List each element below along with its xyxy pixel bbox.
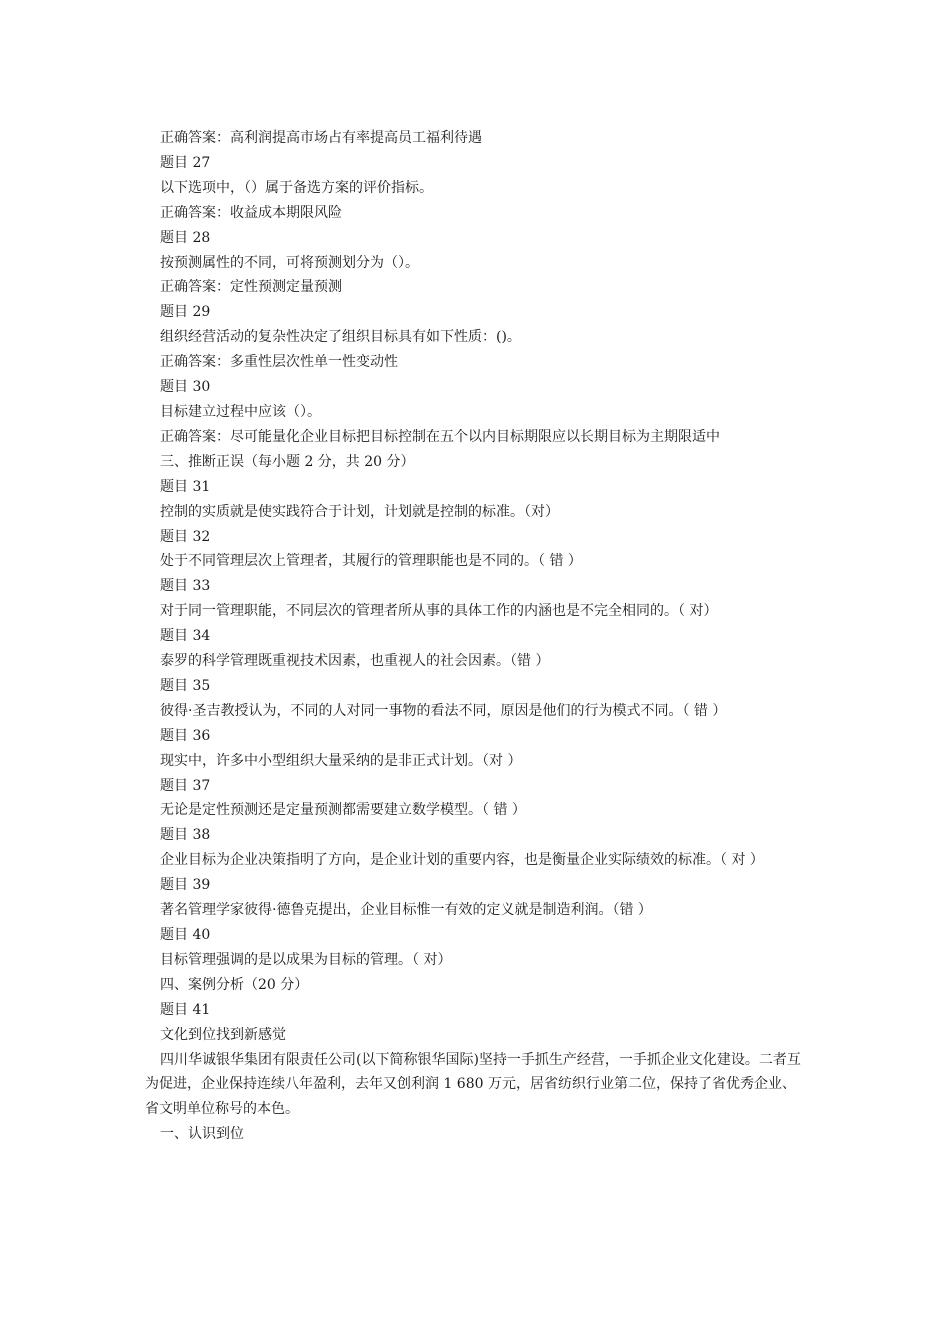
question-text-27: 以下选项中，（）属于备选方案的评价指标。 [160, 179, 433, 196]
document-body [145, 126, 805, 1147]
question-text-34: 泰罗的科学管理既重视技术因素，也重视人的社会因素。（错 ） [160, 653, 550, 670]
question-text-36: 现实中，许多中小型组织大量采纳的是非正式计划。（对 ） [160, 752, 522, 769]
question-number-31: 题目 31 [160, 478, 211, 495]
question-text-28: 按预测属性的不同，可将预测划分为（）。 [160, 254, 419, 271]
question-text-40: 目标管理强调的是以成果为目标的管理。（ 对） [160, 951, 452, 968]
answer-line-30: 正确答案：尽可能量化企业目标把目标控制在五个以内目标期限应以长期目标为主期限适中 [160, 428, 720, 445]
question-text-39: 著名管理学家彼得·德鲁克提出，企业目标惟一有效的定义就是制造利润。（错 ） [160, 902, 652, 919]
question-text-31: 控制的实质就是使实践符合于计划，计划就是控制的标准。（对） [160, 503, 559, 520]
question-text-29: 组织经营活动的复杂性决定了组织目标具有如下性质：()。 [160, 329, 521, 346]
question-text-37: 无论是定性预测还是定量预测都需要建立数学模型。（ 错 ） [160, 802, 526, 819]
answer-line-29: 正确答案：多重性层次性单一性变动性 [160, 354, 398, 371]
question-number-39: 题目 39 [160, 877, 211, 894]
question-number-33: 题目 33 [160, 578, 211, 595]
question-number-28: 题目 28 [160, 229, 211, 246]
question-number-35: 题目 35 [160, 677, 211, 694]
question-number-34: 题目 34 [160, 628, 211, 645]
question-number-32: 题目 32 [160, 528, 211, 545]
question-number-37: 题目 37 [160, 777, 211, 794]
answer-line-28: 正确答案：定性预测定量预测 [160, 279, 342, 296]
question-text-38: 企业目标为企业决策指明了方向，是企业计划的重要内容，也是衡量企业实际绩效的标准。（ 对 ） [160, 852, 764, 869]
question-number-41: 题目 41 [160, 1001, 211, 1018]
case-title: 文化到位找到新感觉 [160, 1026, 286, 1043]
question-number-36: 题目 36 [160, 727, 211, 744]
question-number-30: 题目 30 [160, 379, 211, 396]
answer-line-27: 正确答案：收益成本期限风险 [160, 204, 342, 221]
question-number-38: 题目 38 [160, 827, 211, 844]
question-text-30: 目标建立过程中应该（）。 [160, 403, 321, 420]
section-heading-case-analysis: 四、案例分析（20 分） [160, 976, 309, 993]
question-text-33: 对于同一管理职能，不同层次的管理者所从事的具体工作的内涵也是不完全相同的。（ 对） [160, 603, 718, 620]
answer-line-26: 正确答案：高利润提高市场占有率提高员工福利待遇 [160, 130, 482, 146]
question-text-35: 彼得·圣吉教授认为，不同的人对同一事物的看法不同，原因是他们的行为模式不同。（ 错 ） [160, 702, 727, 719]
question-text-32: 处于不同管理层次上管理者，其履行的管理职能也是不同的。（ 错 ） [160, 553, 582, 570]
section-heading-true-false: 三、推断正误（每小题 2 分，共 20 分） [160, 453, 415, 470]
question-number-40: 题目 40 [160, 927, 211, 943]
question-number-29: 题目 29 [160, 304, 211, 321]
case-subheading: 一、认识到位 [160, 1126, 244, 1143]
question-number-27: 题目 27 [160, 154, 211, 171]
case-paragraph: 四川华诚银华集团有限责任公司(以下简称银华国际)坚持一手抓生产经营，一手抓企业文化建设。二者互为促进，企业保持连续八年盈利，去年又创利润 1 680 万元，居省纺织行业第二位，保持了省优秀企业、省文明单位称号的本色。 [145, 1051, 801, 1118]
